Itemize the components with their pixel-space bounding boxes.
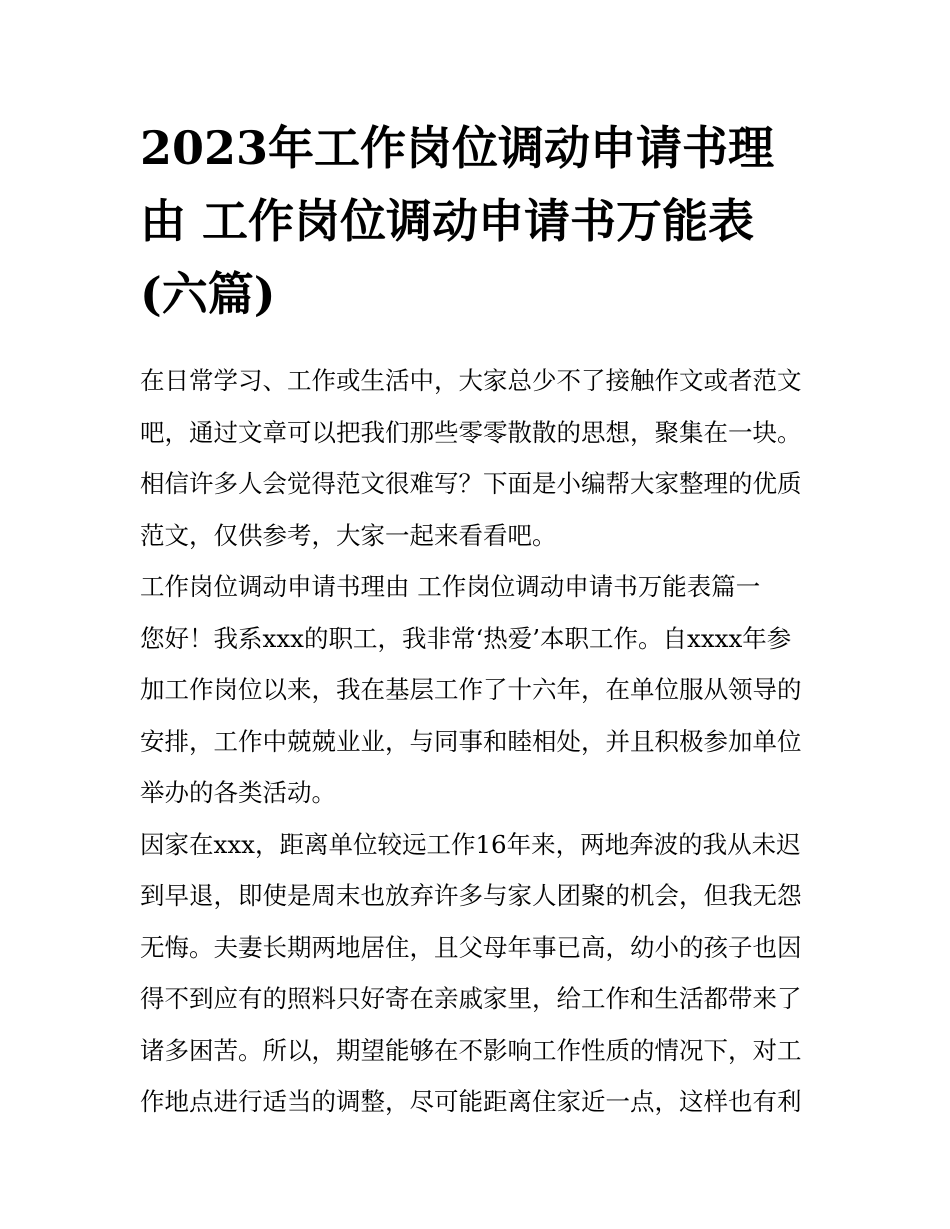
document-title xyxy=(140,112,820,331)
text-line: 因家在xxx，距离单位较远工作16年来，两地奔波的我从未迟 xyxy=(140,829,801,859)
text-line: 工作岗位调动申请书理由 工作岗位调动申请书万能表篇一 xyxy=(140,572,761,601)
text-line: 范文，仅供参考，大家一起来看看吧。 xyxy=(140,520,557,550)
text-line: 安排，工作中兢兢业业，与同事和睦相处，并且积极参加单位 xyxy=(140,726,802,756)
title-line: (六篇) xyxy=(140,267,276,321)
body-paragraph xyxy=(140,613,820,819)
text-line: 您好！我系xxx的职工，我非常‘热爱’本职工作。自xxxx年参 xyxy=(140,623,792,653)
text-line: 到早退，即使是周末也放弃许多与家人团聚的机会，但我无怨 xyxy=(140,881,802,910)
document-body xyxy=(140,355,820,1128)
section-heading xyxy=(140,561,820,613)
text-line: 无悔。夫妻长期两地居住，且父母年事已高，幼小的孩子也因 xyxy=(140,932,802,962)
text-line: 吧，通过文章可以把我们那些零零散散的思想，聚集在一块。 xyxy=(140,417,802,447)
title-line: 由 工作岗位调动申请书万能表 xyxy=(140,194,755,248)
text-line: 得不到应有的照料只好寄在亲戚家里，给工作和生活都带来了 xyxy=(140,984,802,1013)
text-line: 作地点进行适当的调整，尽可能距离住家近一点，这样也有利 xyxy=(140,1087,802,1116)
text-line: 相信许多人会觉得范文很难写？下面是小编帮大家整理的优质 xyxy=(140,469,802,498)
text-line: 举办的各类活动。 xyxy=(140,778,336,807)
text-line: 在日常学习、工作或生活中，大家总少不了接触作文或者范文 xyxy=(140,366,802,395)
text-line: 加工作岗位以来，我在基层工作了十六年，在单位服从领导的 xyxy=(140,675,802,704)
body-paragraph xyxy=(140,819,820,1128)
text-line: 诸多困苦。所以，期望能够在不影响工作性质的情况下，对工 xyxy=(140,1035,802,1065)
title-line: 2023年工作岗位调动申请书理 xyxy=(140,121,775,175)
intro-paragraph xyxy=(140,355,820,561)
